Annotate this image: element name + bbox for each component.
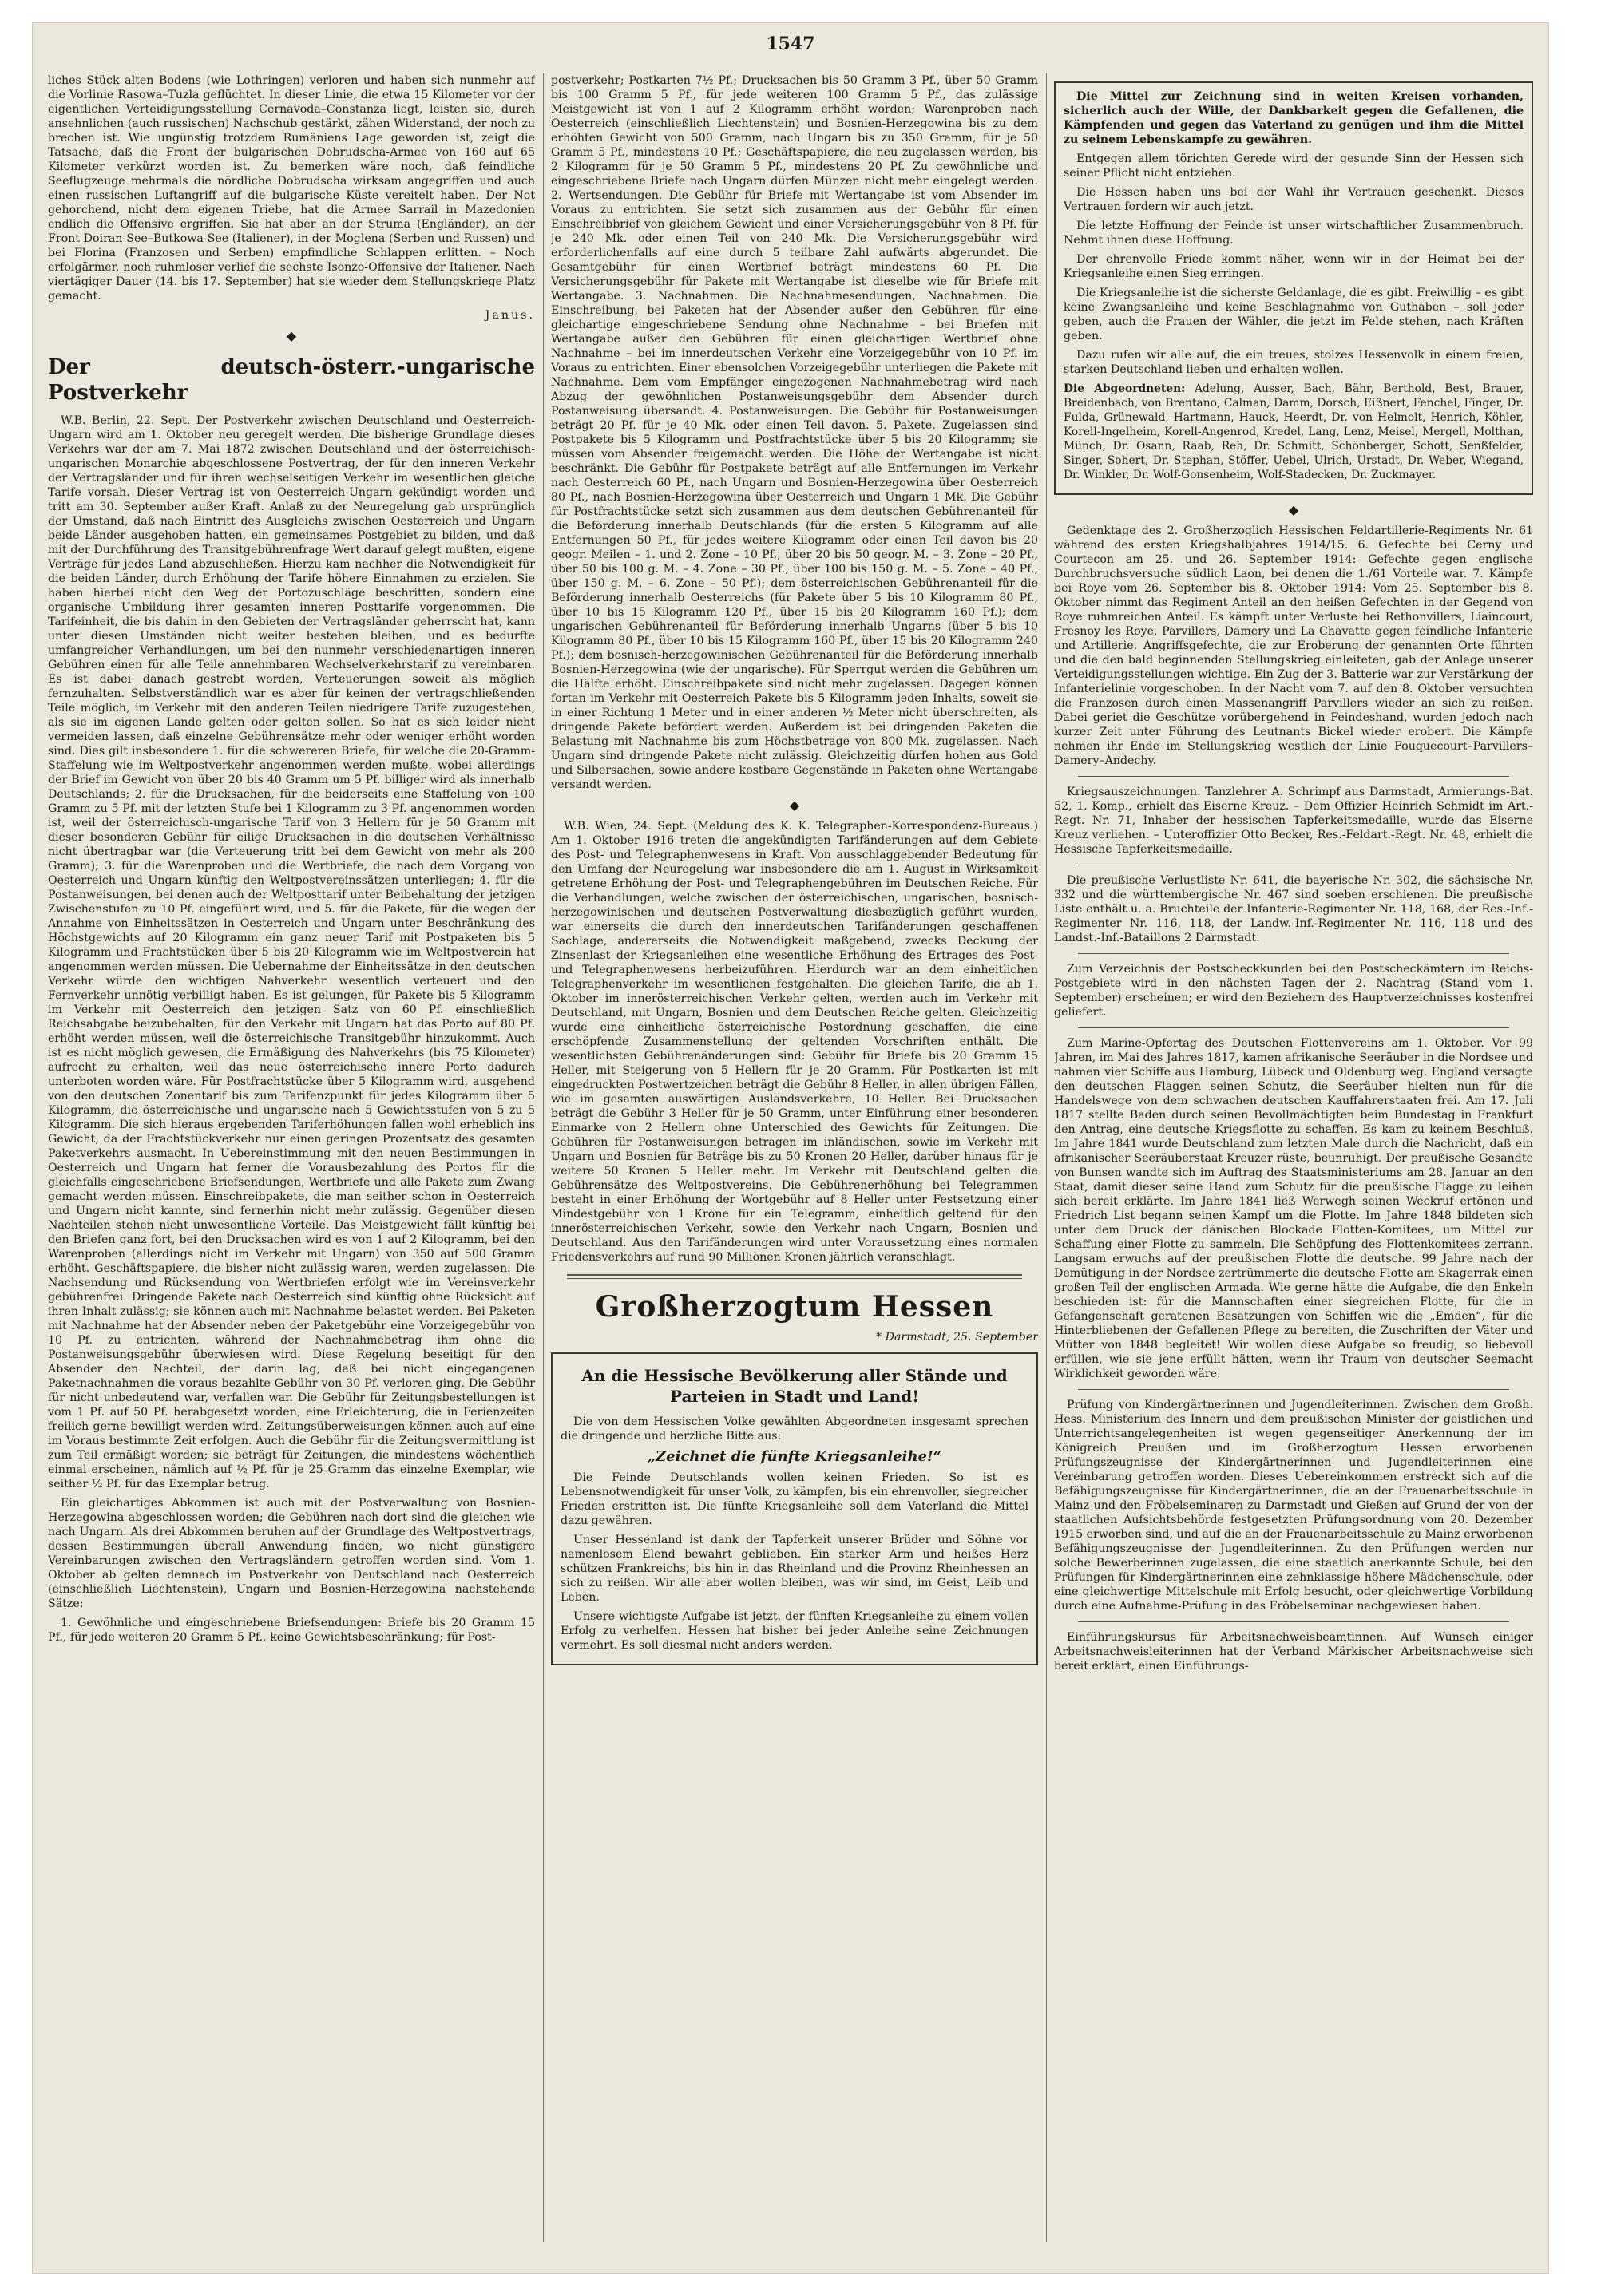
appeal-slogan: „Zeichnet die fünfte Kriegsanleihe!“: [647, 1448, 942, 1465]
postscheck-article: Zum Verzeichnis der Postscheckkunden bei den Postscheckämtern im Reichs-Postgebiete wird in den nächsten Tagen der 2. Nachtrag (Stand vom 1. September) erscheinen; er wird den Beziehern des Hauptverzeichnisses kostenfrei geliefert.: [1054, 963, 1533, 1019]
section-separator: ◆: [1288, 502, 1299, 517]
appeal-intro: Die von dem Hessischen Volke gewählten Abgeordneten insgesamt sprechen die dringende und herzliche Bitte aus:: [561, 1415, 1028, 1443]
tariff-list-start: 1. Gewöhnliche und eingeschriebene Briefsendungen: Briefe bis 20 Gramm 15 Pf., für jede weiteren 20 Gramm 5 Pf., keine Gewichtsbeschränkung; für Post-: [48, 1617, 535, 1644]
postal-rates-continued: postverkehr; Postkarten 7½ Pf.; Drucksachen bis 50 Gramm 3 Pf., über 50 Gramm bis 100 Gramm 5 Pf., für jede weiteren 100 Gramm 5 Pf., das zulässige Meistgewicht ist von 1 auf 2 Kilogramm erhöht worden; Warenproben nach Oesterreich (einschließlich Liechtenstein) und Bosnien-Herzegowina bis zu dem erhöhten Gewicht von 500 Gramm, nach Ungarn bis zu 350 Gramm, für je 50 Gramm 5 Pf., mindestens 10 Pf.; Geschäftspapiere, die neu zugelassen werden, bis 2 Kilogramm für je 50 Gramm 5 Pf., mindestens 20 Pf. Zu gewöhnliche und eingeschriebene Briefe nach Ungarn dürfen Münzen nicht mehr eingelegt werden. 2. Wertsendungen. Die Gebühr für Briefe mit Wertangabe ist vom Absender im Voraus zu entrichten. Sie setzt sich zusammen aus der Gebühr für einen Einschreibbrief von gleichem Gewicht und einer Versicherungsgebühr von 8 Pf. für je 240 Mk. oder einen Teil von 240 Mk. Die Versicherungsgebühr wird erforderlichenfalls auf eine durch 5 teilbare Zahl aufwärts abgerundet. Die Gesamtgebühr für einen Wertbrief beträgt mindestens 60 Pf. Die Versicherungsgebühr für Pakete mit Wertangabe ist dieselbe wie für Briefe mit Wertangabe. 3. Nachnahmen. Die Nachnahmesendungen, Nachnahmen. Die Einschreibung, bei Paketen hat der Absender außer den Gebühren für eine gleichartige eingeschriebene Sendung ohne Nachnahme – bei Briefen mit Wertangabe außer den Gebühren für einen gleichartigen Wertbrief ohne Nachnahme – bei im innerdeutschen Verkehr eine Vorzeigegebühr von 10 Pf. im Voraus zu entrichten. Einer ebensolchen Vorzeigegebühr unterliegen die Pakete mit Nachnahme. Dem vom Empfänger eingezogenen Nachnahmebetrag wird nach Abzug der gewöhnlichen Postanweisungsgebühr dem Absender durch Postanweisung übersandt. 4. Postanweisungen. Die Gebühr für Postanweisungen beträgt 20 Pf. für je 40 Mk. oder einen Teil davon. 5. Pakete. Zugelassen sind Postpakete bis 5 Kilogramm und Postfrachtstücke über 5 bis 20 Kilogramm; sie müssen vom Absender freigemacht werden. Die Höhe der Wertangabe ist nicht beschränkt. Die Gebühr für Postpakete beträgt auf alle Entfernungen im Verkehr nach Oesterreich 60 Pf., nach Ungarn und Bosnien-Herzegowina über Oesterreich 80 Pf., nach Bosnien-Herzegowina über Oesterreich und Ungarn 1 Mk. Die Gebühr für Postfrachtstücke setzt sich zusammen aus dem deutschen Gebührenanteil für die Beförderung innerhalb Deutschlands (für die ersten 5 Kilogramm auf alle Entfernungen 50 Pf., für jedes weitere Kilogramm oder einen Teil davon bis 20 geogr. Meilen – 1. und 2. Zone – 10 Pf., über 20 bis 50 geogr. M. – 3. Zone – 20 Pf., über 50 bis 100 g. M. – 4. Zone – 30 Pf., über 100 bis 150 g. M. – 5. Zone – 40 Pf., über 150 g. M. – 6. Zone – 50 Pf.); dem österreichischen Gebührenanteil für die Beförderung innerhalb Oesterreichs (für Pakete über 5 bis 10 Kilogramm 80 Pf., über 10 bis 15 Kilogramm 120 Pf., über 15 bis 20 Kilogramm 160 Pf.); dem ungarischen Gebührenanteil für Beförderung innerhalb Ungarns (über 5 bis 10 Kilogramm 80 Pf., über 10 bis 15 Kilogramm 160 Pf., über 15 bis 20 Kilogramm 240 Pf.); dem bosnisch-herzegowinischen Gebührenanteil für die Beförderung innerhalb Bosnien-Herzegowina (wie der ungarische). Für Sperrgut werden die Gebühren um die Hälfte erhöht. Einschreibpakete sind nicht mehr zugelassen. Dagegen können fortan im Verkehr mit Oesterreich Pakete bis 5 Kilogramm jeden Inhalts, soweit sie in einer Richtung 1 Meter und in einer anderen ½ Meter nicht überschreiten, als dringende Pakete befördert werden. Außerdem ist bei dringenden Paketen die Belastung mit Nachnahme bis zum Höchstbetrage von 800 Mk. zugelassen. Nach Ungarn sind dringende Pakete nicht zulässig. Gleichzeitig dürfen hohen aus Gold und Silbersachen, sowie andere kostbare Gegenstände in Paketen ohne Wertangabe versandt werden.: [551, 74, 1038, 791]
postverkehr-headline: Der deutsch-österr.-ungarische Postverkehr: [48, 355, 535, 405]
hessen-section-title: Großherzogtum Hessen: [595, 1290, 994, 1324]
berlin-report: W.B. Berlin, 22. Sept. Der Postverkehr zwischen Deutschland und Oesterreich-Ungarn wird am 1. Oktober neu geregelt werden. Die bisherige Grundlage dieses Verkehrs war der am 7. Mai 1872 zwischen Deutschland und der österreichisch-ungarischen Monarchie abgeschlossene Postvertrag, der für den inneren Verkehr der Vertragsländer und für ihren wechselseitigen Verkehr im wesentlichen gleiche Tarife vorsah. Dieser Vertrag ist von Oesterreich-Ungarn gekündigt worden und tritt am 30. September außer Kraft. Anlaß zu der Neuregelung gab ursprünglich der Umstand, daß nach Eintritt des Ausgleichs zwischen Oesterreich und Ungarn beide Länder ausgehoben hatten, ein gemeinsames Postgebiet zu bilden, und daß mit der Durchführung des Transitgebührenfrage Wert darauf gelegt mußten, eigene Verträge für jedes Land abzuschließen. Hierzu kam nachher die Notwendigkeit für die beiden Länder, durch Erhöhung der Tarife höhere Einnahmen zu erzielen. Sie haben hierbei nicht den Weg der Portozuschläge beschritten, sondern eine organische Umbildung ihrer gesamten inneren Posttarife vorgenommen. Die Tarifeinheit, die bis dahin in den Gebieten der Vertragsländer geherrscht hat, kann unter diesen Umständen nicht weiter bestehen bleiben, und es bedurfte umfangreicher Verhandlungen, um bei den nunmehr verschiedenartigen inneren Gebühren einen für alle Teile annehmbaren Wechselverkehrstarif zu vereinbaren. Es ist dabei danach gestrebt worden, Verteuerungen soweit als möglich fernzuhalten. Selbstverständlich war es aber für keinen der vertragschließenden Teile möglich, im Verkehr mit den anderen Teilen niedrigere Tarife zuzugestehen, als sie im eigenen Lande gelten oder gelten sollen. So hat es sich leider nicht vermeiden lassen, daß einzelne Gebührensätze mehr oder weniger erhöht worden sind. Dies gilt insbesondere 1. für die schwereren Briefe, für welche die 20-Gramm-Staffelung wie im Weltpostverkehr angenommen werden mußte, wobei allerdings der Brief im Gewicht von über 20 bis 40 Gramm um 5 Pf. billiger wird als innerhalb Deutschlands; 2. für die Drucksachen, für die beiderseits eine Staffelung von 100 Gramm zu 5 Pf. mit der letzten Stufe bei 1 Kilogramm zu 3 Pf. angenommen worden ist, weil der österreichisch-ungarische Tarif von 3 Hellern für je 50 Gramm mit dieser besonderen Gebühr für eilige Drucksachen in die deutschen Verhältnisse nicht übertragbar war (die Verteuerung tritt bei dem Gewicht von mehr als 200 Gramm); 3. für die Warenproben und die Wertbriefe, die nach dem Vorgang von Oesterreich und Ungarn künftig den Weltpostvereinssätzen unterliegen; 4. für die Postanweisungen, bei denen auch der Weltposttarif unter Beibehaltung der jetzigen Zwischenstufen zu 10 Pf. eingeführt wird, und 5. für die Pakete, für die wegen der Annahme von Einheitssätzen in Oesterreich und Ungarn unter Beschränkung des Höchstgewichts auf 20 Kilogramm ein ganz neuer Tarif mit Postpaketen bis 5 Kilogramm und Frachtstücken über 5 bis 20 Kilogramm wie im Weltpostverein hat angenommen werden müssen. Die Uebernahme der Einheitssätze in den deutschen Verkehr würde den wichtigen Nahverkehr wesentlich verteuert und den Fernverkehr unnötig verbilligt haben. Es ist gelungen, für Pakete bis 5 Kilogramm im Verkehr mit Oesterreich den jetzigen Satz von 60 Pf. einschließlich Reichsabgabe beizubehalten; für den Verkehr mit Ungarn hat das Porto auf 80 Pf. erhöht werden müssen, weil die österreichische Transitgebühr hinzukommt. Auch ist es nicht möglich gewesen, die Ermäßigung des Nahverkehrs (bis 75 Kilometer) aufrecht zu erhalten, weil das neue österreichische innere Porto dadurch unterboten worden wäre. Für Postfrachtstücke über 5 Kilogramm wird, ausgehend von den deutschen Zonentarif bis zum Tarifenzpunkt für jedes Kilogramm über 5 Kilogramm, die österreichische und ungarische nach 5 Gewichtsstufen von 5 zu 5 Kilogramm. Die sich hieraus ergebenden Tariferhöhungen fallen wohl erheblich ins Gewicht, da der Frachtstückverkehr nur einen geringen Prozentsatz des gesamten Paketverkehrs ausmacht. In Uebereinstimmung mit den neuen Bestimmungen in Oesterreich und Ungarn hat ferner die Vorausbezahlung des Portos für die gleichfalls eingeschriebene Briefsendungen, Wertbriefe und alle Pakete zum Zwang gemacht werden müssen. Einschreibpakete, die man seither schon in Oesterreich und Ungarn nicht kannte, sind fernerhin nicht mehr zulässig. Gegenüber diesen Nachteilen stehen nicht unwesentliche Vorteile. Das Meistgewicht fällt künftig bei den Briefen ganz fort, bei den Drucksachen wird es von 1 auf 2 Kilogramm, bei den Warenproben (allerdings nicht im Verkehr mit Ungarn) von 350 auf 500 Gramm erhöht. Geschäftspapiere, die bisher nicht zulässig waren, werden zugelassen. Die Nachsendung und Rücksendung von Wertbriefen erfolgt wie im Vereinsverkehr gebührenfrei. Dringende Pakete nach Oesterreich sind künftig ohne Rücksicht auf ihren Inhalt zulässig; sie können auch mit Nachnahme belastet werden. Bei Paketen mit Nachnahme hat der Absender neben der Paketgebühr eine Vorzeigegebühr von 10 Pf. zu entrichten, während der Nachnahmebetrag ihm ohne die Postanweisungsgebühr überwiesen wird. Diese Regelung beseitigt für den Absender den Nachteil, der darin lag, daß bei nicht eingegangenen Paketnachnahmen die voraus bezahlte Gebühr von 30 Pf. verloren ging. Die Gebühr für nicht unbedeutend war, verfallen war. Die Gebühr für Zeitungsbestellungen ist vom 1 Pf. auf 50 Pf. herabgesetzt worden, eine Erleichterung, die in Ferienzeiten freilich gerne bewilligt werden wird. Zeitungsüberweisungen können auch auf eine im Voraus bestimmte Zeit erfolgen. Auch die Gebühr für die Zeitungsvermittlung ist zum Teil ermäßigt worden; sie beträgt für Zeitungen, die mindestens wöchentlich einmal erscheinen, nämlich auf ½ Pf. für je 25 Gramm das einzelne Exemplar, wie seither ½ Pf. für das Exemplar betrug.: [48, 414, 535, 1490]
darmstadt-dateline: * Darmstadt, 25. September: [876, 1331, 1038, 1344]
appeal-paragraph: Die Mittel zur Zeichnung sind in weiten Kreisen vorhanden, sicherlich auch der Wille, der Dankbarkeit gegen die Gefallenen, die Kämpfenden und gegen das Vaterland zu genügen und ihm die Mittel zu seinem Lebenskampfe zu gewähren.: [1064, 90, 1524, 146]
deputies-names: Adelung, Ausser, Bach, Bähr, Berthold, Best, Brauer, Breidenbach, von Brentano, Calman, Damm, Dorsch, Eißnert, Fenchel, Finger, Dr. Fulda, Grünewald, Hartmann, Hauck, Heerdt, Dr. von Helmolt, Henrich, Köhler, Korell-Ingelheim, Korell-Angenrod, Kredel, Lang, Lenz, Meisel, Mergell, Molthan, Münch, Dr. Osann, Raab, Reh, Dr. Schmitt, Schönberger, Schott, Senßfelder, Singer, Sohert, Dr. Stephan, Stöffer, Uebel, Ulrich, Urstadt, Dr. Weber, Wiegand, Dr. Winkler, Dr. Wolf-Gonsenheim, Wolf-Stadecken, Dr. Zuckmayer.: [1064, 382, 1524, 481]
page-number: 1547: [766, 34, 815, 54]
appeal-box: [551, 1352, 1038, 1665]
double-rule: [567, 1274, 1022, 1279]
rule: [1078, 1389, 1509, 1390]
war-report-conclusion: liches Stück alten Bodens (wie Lothringen) verloren und haben sich nunmehr auf die Vorlinie Rasowa–Tuzla geflüchtet. In dieser Linie, die etwa 15 Kilometer vor der eigentlichen Verteidigungsstellung Cernavoda–Constanza liegt, leisten sie, durch ansehnlichen (auch russischen) Nachschub gestärkt, zähen Widerstand, der noch zu brechen ist. Wie ungünstig trotzdem Rumäniens Lage geworden ist, zeigt die Tatsache, daß die Front der bulgarischen Dobrudscha-Armee von 160 auf 65 Kilometer verkürzt worden ist. Zu bemerken wäre noch, daß feindliche Seeflugzeuge mehrmals die nördliche Dobrudscha wirksam angegriffen und auch einen russischen Luftangriff auf die bulgarische Küste vereitelt haben. Der Not gehorchend, nicht dem eigenen Triebe, hat die Armee Sarrail in Mazedonien endlich die Offensive ergriffen. Sie hat aber an der Struma (Engländer), an der Front Doiran-See–Butkowa-See (Italiener), in der Moglena (Serben und Russen) und bei Florina (Franzosen und Serben) empfindliche Schlappen erlitten. – Noch erfolgärmer, noch ruhmloser verlief die sechste Isonzo-Offensive der Italiener. Nach viertägiger Dauer (14. bis 17. September) hat sie wieder dem Stellungskriege Platz gemacht.: [48, 74, 535, 303]
appeal-paragraph: Entgegen allem törichten Gerede wird der gesunde Sinn der Hessen sich seiner Pflicht nicht entziehen.: [1064, 152, 1524, 180]
deputies-list: [1064, 382, 1524, 482]
column-3: [1054, 73, 1533, 2250]
kriegsauszeichnungen-article: Kriegsauszeichnungen. Tanzlehrer A. Schrimpf aus Darmstadt, Armierungs-Bat. 52, 1. Komp., erhielt das Eiserne Kreuz. – Dem Offizier Heinrich Schmidt im Art.-Regt. Nr. 71, Inhaber der hessischen Tapferkeitsmedaille, wurde das Eiserne Kreuz verliehen. – Unteroffizier Otto Becker, Res.-Feldart.-Regt. Nr. 48, erhielt die Hessische Tapferkeitsmedaille.: [1054, 786, 1533, 856]
newspaper-page: [32, 22, 1549, 2274]
gedenktage-article: Gedenktage des 2. Großherzoglich Hessischen Feldartillerie-Regiments Nr. 61 während des ersten Kriegshalbjahres 1914/15. 6. Gefechte bei Cerny und Courtecon am 25. und 26. September 1914: Gefechte gegen englische Durchbruchsversuche südlich Laon, bei denen die 1./61 Vorteile war. 7. Kämpfe bei Roye vom 26. September bis 8. Oktober 1914: Vom 25. September bis 8. Oktober nimmt das Regiment Anteil an den heißen Gefechten in der Gegend von Roye ruhmreichen Anteil. Es kämpft unter Verluste bei Rethonvillers, Liaincourt, Fresnoy les Roye, Parvillers, Damery und La Chavatte gegen feindliche Infanterie und Artillerie. Angriffsgefechte, die zur Eroberung der genannten Orte führten und die den bald beginnenden Stellungskrieg einleiteten, gab der Anlage unserer Verteidigungsstellungen wichtige. Ein Zug der 3. Batterie war zur Verstärkung der Infanterielinie vorgeschoben. In der Nacht vom 7. auf den 8. Oktober versuchten die Franzosen durch einen Massenangriff Parvillers wieder an sich zu reißen. Dabei geriet die Geschütze vorübergehend in Feindeshand, wurden jedoch nach kurzer Zeit unter Führung des Leutnants Bickel wieder erobert. Die Kämpfe nehmen ihr Ende im Stellungskrieg westlich der Linie Fouquecourt–Parvillers–Damery–Andechy.: [1054, 525, 1533, 767]
appeal-paragraph: Der ehrenvolle Friede kommt näher, wenn wir in der Heimat bei der Kriegsanleihe einen Sieg erringen.: [1064, 253, 1524, 280]
author-signature: Janus.: [485, 309, 535, 322]
appeal-paragraph: Die Hessen haben uns bei der Wahl ihr Vertrauen geschenkt. Dieses Vertrauen fordern wir auch jetzt.: [1064, 186, 1524, 213]
column-2: [551, 73, 1038, 2250]
appeal-paragraph: Die Feinde Deutschlands wollen keinen Frieden. So ist es Lebensnotwendigkeit für unser Volk, zu kämpfen, bis ein ehrenvoller, siegreicher Frieden erstritten ist. Die fünfte Kriegsanleihe soll dem Vaterland die Mittel dazu gewähren.: [561, 1471, 1028, 1527]
einfuehrungskursus-article: Einführungskursus für Arbeitsnachweisbeamtinnen. Auf Wunsch einiger Arbeitsnachweisleiterinnen hat der Verband Märkischer Arbeitsnachweise sich bereit erklärt, einen Einführungs-: [1054, 1631, 1533, 1673]
column-rule: [543, 73, 544, 2242]
vienna-report: W.B. Wien, 24. Sept. (Meldung des K. K. Telegraphen-Korrespondenz-Bureaus.) Am 1. Oktober 1916 treten die angekündigten Tarifänderungen auf dem Gebiete des Post- und Telegraphenwesens in Kraft. Von ausschlaggebender Bedeutung für den Umfang der Neuregelung war insbesondere die am 1. August in Wirksamkeit getretene Erhöhung der Post- und Telegraphengebühren im Deutschen Reiche. Für die Verhandlungen, welche zwischen der österreichischen, ungarischen, bosnisch-herzegowinischen und deutschen Postverwaltung diesbezüglich geführt wurden, war einerseits die durch den innerdeutschen Tarifänderungen geschaffenen Sachlage, andererseits die Notwendigkeit maßgebend, zwecks Deckung der Zinsenlast der Kriegsanleihen eine wesentliche Erhöhung des Ertrages des Post- und Telegraphenwesens herbeizuführen. Hierdurch war an dem einheitlichen Telegraphenverkehr im wesentlichen festgehalten. Die gleichen Tarife, die ab 1. Oktober im innerösterreichischen Verkehr gelten, werden auch im Verkehr mit Deutschland, mit Ungarn, Bosnien und dem Deutschen Reiche gelten. Gleichzeitig wurde eine einheitliche österreichische Postordnung geschaffen, die eine erschöpfende Zusammenstellung der geltenden Vorschriften enthält. Die wesentlichsten Gebührenänderungen sind: Gebühr für Briefe bis 20 Gramm 15 Heller, mit Steigerung von 5 Hellern für je 20 Gramm. Für Postkarten ist mit eingedruckten Postwertzeichen beträgt die Gebühr 8 Heller, in allen übrigen Fällen, wie im gesamten auswärtigen Auslandsverkehre, 10 Heller. Bei Drucksachen beträgt die Gebühr 3 Heller für je 50 Gramm, unter Einführung einer besonderen Einmarke von 2 Hellern ohne Unterschied des Gewichts für Zeitungen. Die Gebühren für Postanweisungen betragen im inländischen, sowie im Verkehr mit Ungarn und Bosnien für Beträge bis zu 50 Kronen 20 Heller, darüber hinaus für je weitere 50 Kronen 5 Heller mehr. Im Verkehr mit Deutschland gelten die Gebührensätze des Weltpostvereins. Die Gebührenerhöhung bei Telegrammen besteht in einer Erhöhung der Wortgebühr auf 8 Heller unter Festsetzung einer Mindestgebühr von 1 Krone für ein Telegramm, einheitlich geltend für den innerösterreichischen Verkehr, sowie den Verkehr nach Ungarn, Bosnien und Deutschland. Aus den Tarifänderungen wird unter Voraussetzung eines normalen Friedensverkehrs auf rund 90 Millionen Kronen jährlich veranschlagt.: [551, 820, 1038, 1264]
pruefung-article: Prüfung von Kindergärtnerinnen und Jugendleiterinnen. Zwischen dem Großh. Hess. Ministerium des Innern und dem preußischen Minister der geistlichen und Unterrichtsangelegenheiten ist wegen gegenseitiger Anerkennung der im Königreich Preußen und im Großherzogtum Hessen erworbenen Prüfungszeugnisse der Kindergärtnerinnen und Jugendleiterinnen eine Vereinbarung getroffen worden. Dieses Uebereinkommen erstreckt sich auf die Befähigungszeugnisse für Kindergärtnerinnen, die an der Frauenarbeitsschule in Mainz und den Fröbelseminaren zu Darmstadt und Gießen auf Grund der von der staatlichen Aufsichtsbehörde festgesetzten Prüfungsordnung vom 20. Dezember 1915 erworben sind, und auf die an der Frauenarbeitsschule zu Mainz erworbenen Befähigungszeugnisse der Jugendleiterinnen. Zu den Prüfungen werden nur solche Bewerberinnen zugelassen, die eine staatlich anerkannte Schule, bei den Prüfungen für Kindergärtnerinnen eine zehnklassige höhere Mädchenschule, oder eine gleichwertige Mittelschule mit Erfolg besucht, oder gleichwertige Vorbildung durch eine Aufnahme-Prüfung in das Fröbelseminar nachgewiesen haben.: [1054, 1399, 1533, 1613]
appeal-paragraph: Die Kriegsanleihe ist die sicherste Geldanlage, die es gibt. Freiwillig – es gibt keine Zwangsanleihe und keine Beschlagnahme von Guthaben – soll jeder geben, auch die Frauen der Wähler, die jetzt im Felde stehen, nach Kräften geben.: [1064, 287, 1524, 342]
section-separator: ◆: [286, 328, 297, 343]
appeal-title: An die Hessische Bevölkerung aller Stände und Parteien in Stadt und Land!: [581, 1366, 1008, 1406]
column-rule: [1046, 73, 1047, 2242]
marine-opfertag-article: Zum Marine-Opfertag des Deutschen Flottenvereins am 1. Oktober. Vor 99 Jahren, im Mai des Jahres 1817, kamen afrikanische Seeräuber in die Nordsee und nahmen vier Schiffe aus Hamburg, Lübeck und Oldenburg weg. England versagte den deutschen Flaggen seinen Schutz, die Seeräuber hielten nun für die Handelswege von dem schwachen deutschen Kauffahrerstaaten frei. Am 17. Juli 1817 stellte Baden durch seinen Bevollmächtigten beim Bundestag in Frankfurt den Antrag, eine deutsche Kriegsflotte zu schaffen. Es kam zu keinem Beschluß. Im Jahre 1841 wurde Deutschland zum letzten Male durch die Nachricht, daß ein afrikanischer Seeräuberstaat Kreuzer rüste, beunruhigt. Der preußische Gesandte von Bunsen wandte sich im Auftrag des Staatsministeriums am 28. Januar an den Staat, damit dieser seine Hand zum Schutz für die preußische Flagge zu leihen sich bereit erklärte. Im Jahre 1841 ließ Werwegh seinen Weckruf ertönen und Friedrich List begann seinen Kampf um die Flotte. Im Jahre 1848 bildeten sich unter dem Druck der dänischen Blockade Flotten-Komitees, um Mittel zur Schaffung einer Flotte zu sammeln. Die Schöpfung des Flottenkomitees zerrann. Langsam erwuchs auf der preußischen Flotte die deutsche. 99 Jahre nach der Demütigung in der Nordsee zertrümmerte die deutsche Flotte am Skagerrak einen großen Teil der englischen Armada. Wie gerne hätte die Aufgabe, die den Enkeln beschieden ist: für die Mannschaften einer siegreichen Flotte, für die in Gefangenschaft geratenen Besatzungen von Schiffen wie die „Emden“, für die Hinterbliebenen der Gefallenen Pflege zu bereiten, die Zuschriften der Väter und Mütter von 1848 begleitet! Wir wollen diese Aufgabe so freudig, so liebevoll erfüllen, wie sie jene erfüllt hätten, wenn ihr Traum von deutscher Seemacht Wirklichkeit geworden wäre.: [1054, 1037, 1533, 1380]
appeal-paragraph: Die letzte Hoffnung der Feinde ist unser wirtschaftlicher Zusammenbruch. Nehmt ihnen diese Hoffnung.: [1064, 220, 1524, 247]
rule: [1078, 953, 1509, 954]
deputies-label: Die Abgeordneten:: [1064, 382, 1186, 395]
appeal-paragraph: Unsere wichtigste Aufgabe ist jetzt, der fünften Kriegsanleihe zu einem vollen Erfolg zu verhelfen. Hessen hat bisher bei jeder Anleihe seine Zeichnungen vermehrt. Es soll diesmal nicht anders werden.: [561, 1610, 1028, 1652]
rule: [1078, 776, 1509, 777]
appeal-paragraph: Dazu rufen wir alle auf, die ein treues, stolzes Hessenvolk in einem freien, starken Deutschland lieben und erhalten wollen.: [1064, 349, 1524, 376]
appeal-box-continued: [1054, 81, 1533, 495]
section-separator: ◆: [789, 798, 800, 813]
appeal-paragraph: Unser Hessenland ist dank der Tapferkeit unserer Brüder und Söhne vor namenlosem Elend bewahrt geblieben. Ein starker Arm und heißes Herz schützen Frankreichs, bis hin in das Rheinland und die Provinz Rheinhessen an sich zu reißen. Wir alle aber wollen bleiben, was wir sind, im Geist, Leib und Leben.: [561, 1534, 1028, 1604]
bosnia-agreement: Ein gleichartiges Abkommen ist auch mit der Postverwaltung von Bosnien-Herzegowina abgeschlossen worden; die Gebühren nach dort sind die gleichen wie nach Ungarn. Als drei Abkommen beruhen auf der Grundlage des Weltpostvertrags, dessen Bestimmungen überall Anwendung finden, wo nicht günstigere Vereinbarungen zwischen den Vertragsländern getroffen worden sind. Vom 1. Oktober ab gelten demnach im Postverkehr von Deutschland nach Oesterreich (einschließlich Liechtenstein), Ungarn und Bosnien-Herzegowina nachstehende Sätze:: [48, 1497, 535, 1610]
rule: [1078, 1027, 1509, 1028]
verlustliste-article: Die preußische Verlustliste Nr. 641, die bayerische Nr. 302, die sächsische Nr. 332 und die württembergische Nr. 467 sind soeben erschienen. Die preußische Liste enthält u. a. Bruchteile der Infanterie-Regimenter Nr. 118, 168, der Res.-Inf.-Regimenter Nr. 116, 118, der Landw.-Inf.-Regimenter Nr. 116, 118 und des Landst.-Inf.-Bataillons 2 Darmstadt.: [1054, 874, 1533, 944]
rule: [1078, 1621, 1509, 1622]
column-1: [48, 73, 535, 2250]
